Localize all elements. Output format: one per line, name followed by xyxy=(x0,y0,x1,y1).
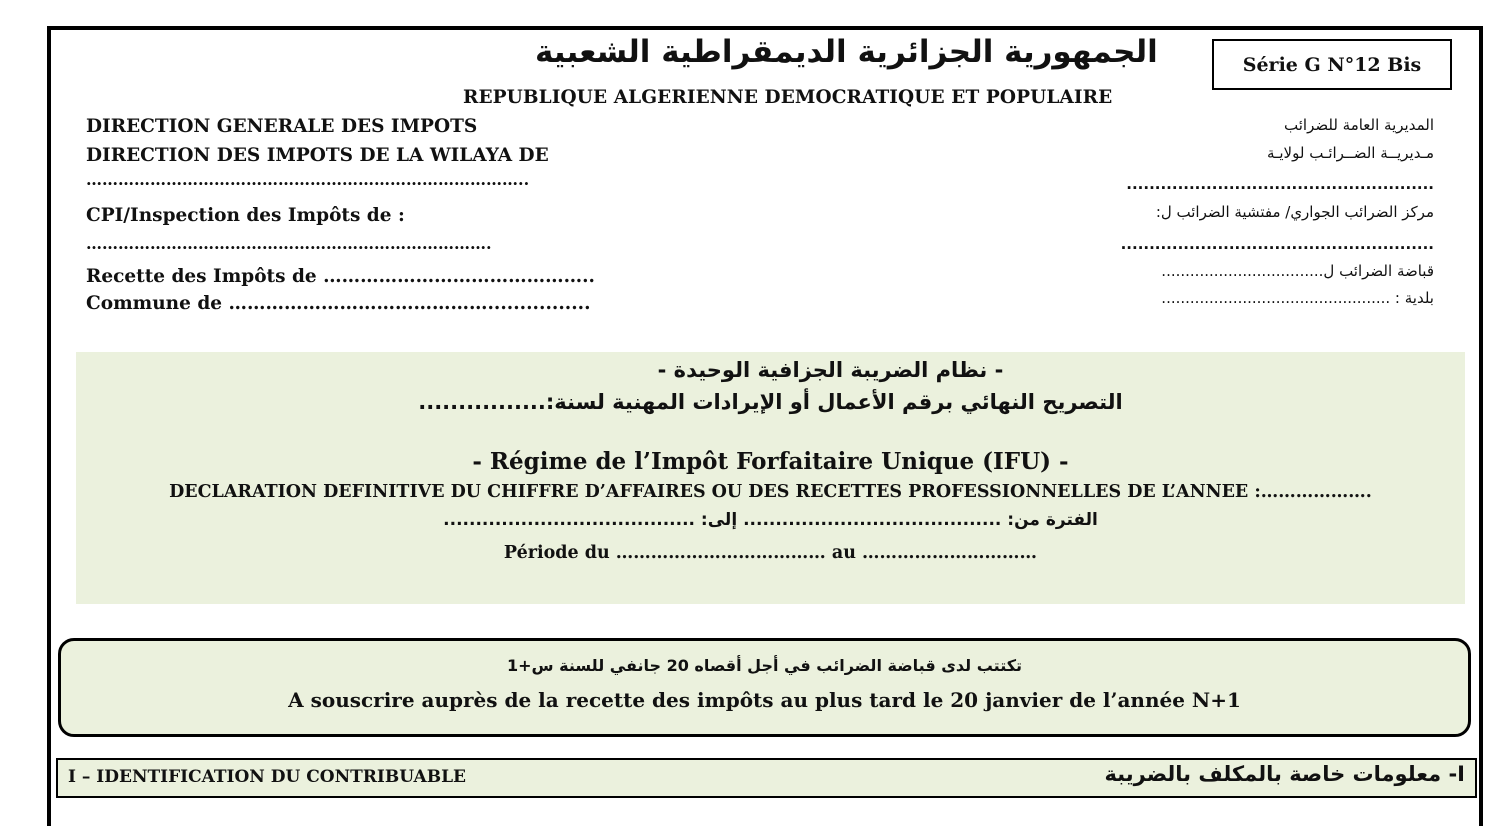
section-identification xyxy=(56,758,1477,798)
periode-arabic: الفترة من: ........................................ إلى: ....................................... xyxy=(443,510,1098,530)
right-diw: مـديريــة الضــرائـب لولايـة xyxy=(1266,144,1434,162)
left-cpi: CPI/Inspection des Impôts de : xyxy=(86,205,405,226)
title-french: REPUBLIQUE ALGERIENNE DEMOCRATIQUE ET POPULAIRE xyxy=(463,87,1113,108)
left-dgi: DIRECTION GENERALE DES IMPOTS xyxy=(86,116,478,137)
title-arabic: الجمهورية الجزائرية الديمقراطية الشعبية xyxy=(535,34,1158,70)
serie-label: Série G N°12 Bis xyxy=(1242,53,1422,76)
section-title-french: I – IDENTIFICATION DU CONTRIBUABLE xyxy=(68,767,466,787)
regime-arabic: - نظام الضريبة الجزافية الوحيدة - xyxy=(657,358,1004,382)
right-recette: قباضة الضرائب ل.................................. xyxy=(1161,262,1434,280)
declaration-block xyxy=(76,352,1465,604)
notice-french: A souscrire auprès de la recette des impôts au plus tard le 20 janvier de l’année N+1 xyxy=(288,688,1241,712)
left-recette: Recette des Impôts de …………………………………….. xyxy=(86,266,595,287)
periode-french: Période du ……………………………… au ………………………… xyxy=(503,543,1038,563)
right-dots-1: ...................................................... xyxy=(1126,175,1434,193)
right-dots-2: ....................................................... xyxy=(1120,235,1434,253)
right-commune: بلدية : ................................................ xyxy=(1161,289,1434,307)
right-dgi: المديرية العامة للضرائب xyxy=(1284,116,1434,134)
left-diw: DIRECTION DES IMPOTS DE LA WILAYA DE xyxy=(86,145,549,166)
left-commune: Commune de ……………………………………................ xyxy=(86,293,591,314)
right-cpi: مركز الضرائب الجواري/ مفتشية الضرائب ل: xyxy=(1155,203,1434,221)
notice-arabic: تكتتب لدى قباضة الضرائب في أجل أقصاه 20 جانفي للسنة س+1 xyxy=(506,656,1023,675)
declaration-french: DECLARATION DEFINITIVE DU CHIFFRE D’AFFAIRES OU DES RECETTES PROFESSIONNELLES DE L’ANNEE :………………. xyxy=(169,482,1372,502)
regime-french: - Régime de l’Impôt Forfaitaire Unique (IFU) - xyxy=(472,448,1069,475)
filing-notice xyxy=(58,638,1471,737)
serie-box xyxy=(1212,39,1452,90)
left-dots-1: ……………………………………………………………………….. xyxy=(86,170,530,189)
declaration-arabic: التصريح النهائي برقم الأعمال أو الإيرادات المهنية لسنة:................ xyxy=(418,390,1123,414)
left-dots-2: …………………………………………………………………. xyxy=(86,234,492,253)
section-title-arabic: I- معلومات خاصة بالمكلف بالضريبة xyxy=(1104,762,1465,786)
